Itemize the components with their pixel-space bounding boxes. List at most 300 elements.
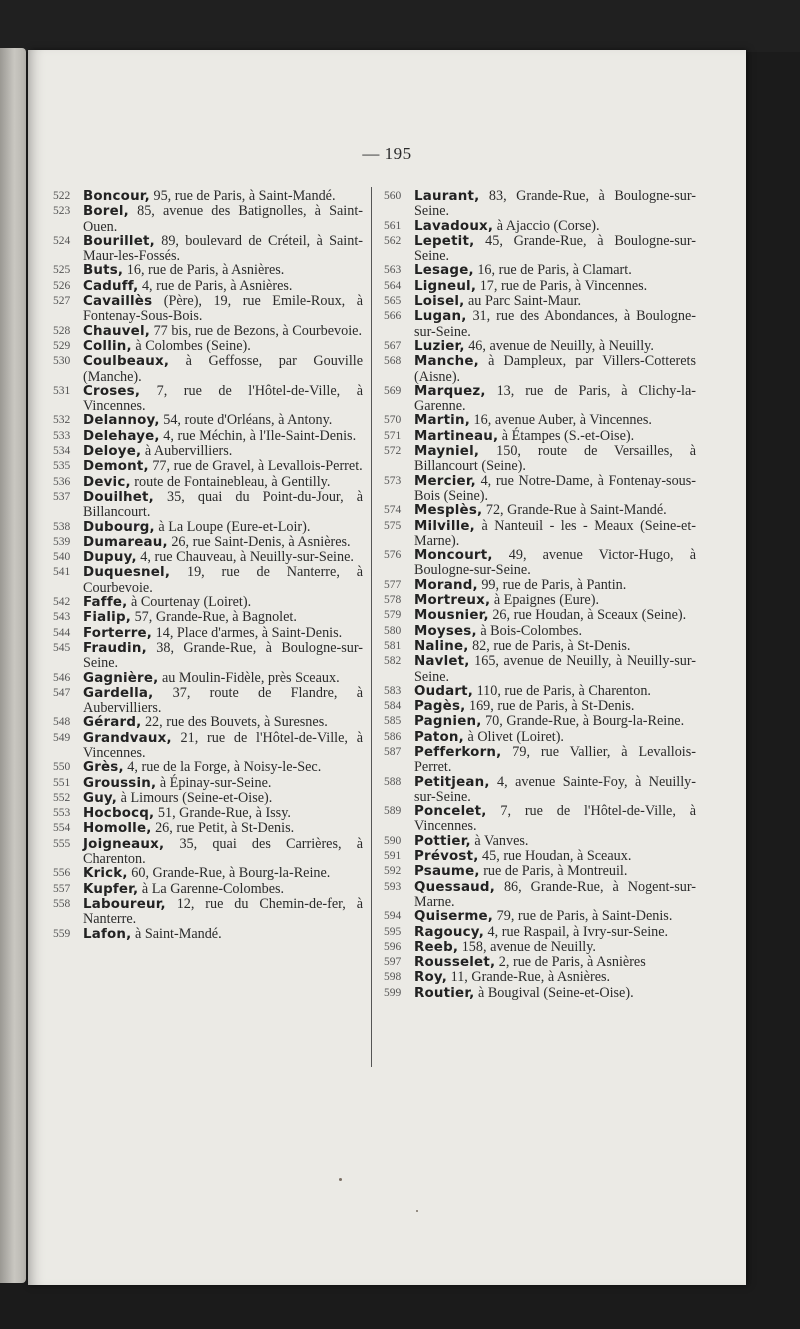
entry-name: Lesage, bbox=[414, 263, 474, 279]
directory-entry bbox=[53, 626, 363, 641]
entry-address: 79, rue de Paris, à Saint-Denis. bbox=[496, 908, 673, 925]
entry-address: à Étampes (S.-et-Oise). bbox=[501, 427, 635, 444]
entry-address: 2, rue de Paris, à Asnières bbox=[498, 954, 646, 971]
entry-address: 45, rue Houdan, à Sceaux. bbox=[482, 848, 632, 865]
entry-number: 529 bbox=[53, 339, 71, 352]
directory-entry bbox=[384, 804, 696, 834]
entry-number: 551 bbox=[53, 776, 71, 789]
directory-entry bbox=[53, 520, 363, 535]
entry-address: à La Loupe (Eure-et-Loir). bbox=[158, 518, 311, 535]
directory-entry bbox=[384, 593, 696, 608]
directory-entry bbox=[53, 444, 363, 459]
entry-address: 38, Grande-Rue, à Boulogne-sur-Seine. bbox=[83, 639, 363, 672]
directory-entry bbox=[384, 219, 696, 234]
entry-address: 95, rue de Paris, à Saint-Mandé. bbox=[153, 188, 336, 204]
entry-number: 544 bbox=[53, 626, 71, 639]
paper-speck bbox=[416, 1210, 418, 1212]
entry-number: 558 bbox=[53, 897, 71, 910]
entry-address: à Limours (Seine-et-Oise). bbox=[120, 789, 273, 806]
entry-number: 567 bbox=[384, 339, 402, 352]
directory-entry bbox=[53, 413, 363, 428]
directory-entry bbox=[53, 791, 363, 806]
directory-entry bbox=[53, 565, 363, 595]
entry-name: Homolle, bbox=[83, 821, 152, 837]
entry-name: Gagnière, bbox=[83, 670, 159, 686]
directory-entry bbox=[53, 595, 363, 610]
entry-name: Navlet, bbox=[414, 654, 470, 670]
entry-address: 82, rue de Paris, à St-Denis. bbox=[472, 637, 631, 654]
directory-entry bbox=[384, 730, 696, 745]
entry-address: à Epaignes (Eure). bbox=[493, 592, 600, 609]
entry-address: 165, avenue de Neuilly, à Neuilly-sur-Seine. bbox=[414, 653, 696, 685]
entry-name: Croses, bbox=[83, 383, 141, 399]
entry-name: Pagès, bbox=[414, 699, 466, 715]
entry-number: 552 bbox=[53, 791, 71, 804]
entry-number: 599 bbox=[384, 986, 402, 999]
entry-address: à Bois-Colombes. bbox=[480, 622, 582, 639]
directory-entry bbox=[53, 837, 363, 867]
entry-address: 169, rue de Paris, à St-Denis. bbox=[468, 698, 635, 715]
entry-number: 589 bbox=[384, 805, 402, 818]
directory-entry bbox=[53, 927, 363, 942]
entry-address: 150, route de Versailles, à Billancourt (Seine). bbox=[414, 443, 697, 475]
directory-entry bbox=[53, 429, 363, 444]
entry-number: 540 bbox=[53, 551, 71, 564]
entry-number: 554 bbox=[53, 822, 71, 835]
entry-number: 535 bbox=[53, 460, 71, 473]
entry-address: 158, avenue de Neuilly. bbox=[461, 938, 596, 955]
entry-address: à Courtenay (Loiret). bbox=[130, 594, 252, 611]
directory-entry bbox=[384, 503, 696, 518]
entry-name: Mousnier, bbox=[414, 608, 489, 624]
entry-number: 541 bbox=[53, 566, 71, 579]
entry-address: 4, rue Chauveau, à Neuilly-sur-Seine. bbox=[140, 549, 354, 566]
entry-address: 46, avenue de Neuilly, à Neuilly. bbox=[468, 337, 654, 354]
entry-name: Naline, bbox=[414, 638, 469, 654]
entry-name: Lepetit, bbox=[414, 233, 475, 249]
entry-name: Roy, bbox=[414, 970, 448, 986]
entry-address: 57, Grande-Rue, à Bagnolet. bbox=[134, 609, 297, 626]
entry-name: Martin, bbox=[414, 413, 470, 429]
entry-address: route de Fontainebleau, à Gentilly. bbox=[134, 473, 331, 490]
directory-entry bbox=[53, 641, 363, 671]
entry-name: Rousselet, bbox=[414, 955, 496, 971]
entry-number: 595 bbox=[384, 925, 402, 938]
directory-entry bbox=[384, 834, 696, 849]
right-column bbox=[384, 189, 696, 1001]
directory-entry bbox=[384, 309, 696, 339]
entry-name: Coulbeaux, bbox=[83, 354, 170, 370]
entry-address: 60, Grande-Rue, à Bourg-la-Reine. bbox=[131, 865, 331, 882]
entry-number: 533 bbox=[53, 429, 71, 442]
entry-address: 110, rue de Paris, à Charenton. bbox=[476, 682, 651, 699]
directory-entry bbox=[384, 413, 696, 428]
directory-entry bbox=[384, 294, 696, 309]
directory-entry bbox=[384, 849, 696, 864]
directory-entry bbox=[53, 686, 363, 716]
directory-entry bbox=[53, 610, 363, 625]
directory-entry bbox=[384, 624, 696, 639]
entry-name: Moncourt, bbox=[414, 548, 493, 564]
entry-name: Caduff, bbox=[83, 278, 139, 294]
entry-number: 593 bbox=[384, 880, 402, 893]
directory-entry bbox=[384, 986, 696, 1001]
entry-number: 586 bbox=[384, 730, 402, 743]
entry-name: Dubourg, bbox=[83, 519, 155, 535]
directory-entry bbox=[53, 821, 363, 836]
entry-number: 550 bbox=[53, 761, 71, 774]
directory-entry bbox=[384, 384, 696, 414]
directory-entry bbox=[53, 715, 363, 730]
entry-address: 35, quai du Point-du-Jour, à Billancourt. bbox=[83, 488, 364, 521]
directory-entry bbox=[384, 639, 696, 654]
entry-number: 576 bbox=[384, 549, 402, 562]
directory-entry bbox=[53, 263, 363, 278]
entry-number: 543 bbox=[53, 611, 71, 624]
directory-entry bbox=[384, 925, 696, 940]
entry-number: 575 bbox=[384, 519, 402, 532]
entry-number: 562 bbox=[384, 234, 402, 247]
entry-number: 583 bbox=[384, 684, 402, 697]
entry-number: 526 bbox=[53, 279, 71, 292]
entry-name: Luzier, bbox=[414, 338, 465, 354]
entry-name: Poncelet, bbox=[414, 804, 487, 820]
entry-address: à Saint-Mandé. bbox=[134, 925, 222, 942]
entry-name: Milville, bbox=[414, 518, 475, 534]
directory-entry bbox=[384, 608, 696, 623]
entry-address: 77, rue de Gravel, à Levallois-Perret. bbox=[152, 458, 363, 475]
entry-name: Routier, bbox=[414, 985, 475, 1001]
entry-address: à Aubervilliers. bbox=[144, 443, 233, 460]
directory-entry bbox=[53, 354, 363, 384]
directory-entry bbox=[384, 354, 696, 384]
entry-address: 7, rue de l'Hôtel-de-Ville, à Vincennes. bbox=[414, 803, 696, 835]
directory-entry bbox=[384, 429, 696, 444]
entry-name: Chauvel, bbox=[83, 323, 151, 339]
entry-number: 572 bbox=[384, 445, 402, 458]
entry-address: 4, rue de la Forge, à Noisy-le-Sec. bbox=[127, 759, 322, 776]
entry-address: 26, rue Houdan, à Sceaux (Seine). bbox=[492, 607, 687, 624]
entry-name: Psaume, bbox=[414, 864, 480, 880]
entry-name: Dupuy, bbox=[83, 550, 137, 566]
entry-number: 530 bbox=[53, 355, 71, 368]
entry-address: rue de Paris, à Montreuil. bbox=[483, 863, 628, 880]
entry-number: 564 bbox=[384, 279, 402, 292]
directory-entry bbox=[384, 263, 696, 278]
entry-address: 77 bis, rue de Bezons, à Courbevoie. bbox=[153, 322, 363, 339]
entry-name: Marquez, bbox=[414, 383, 486, 399]
directory-entry bbox=[384, 745, 696, 775]
entry-name: Kupfer, bbox=[83, 881, 139, 897]
directory-entry bbox=[384, 548, 696, 578]
entry-address: 22, rue des Bouvets, à Suresnes. bbox=[144, 714, 328, 731]
entry-number: 580 bbox=[384, 624, 402, 637]
entry-name: Cavaillès bbox=[83, 294, 153, 310]
entry-name: Lavadoux, bbox=[414, 218, 494, 234]
entry-address: 49, avenue Victor-Hugo, à Boulogne-sur-Seine. bbox=[414, 547, 697, 579]
entry-name: Paton, bbox=[414, 729, 464, 745]
entry-name: Krick, bbox=[83, 866, 128, 882]
directory-entry bbox=[53, 204, 363, 234]
directory-entry bbox=[384, 684, 696, 699]
entry-number: 582 bbox=[384, 655, 402, 668]
entry-name: Groussin, bbox=[83, 775, 157, 791]
entry-number: 559 bbox=[53, 927, 71, 940]
entry-number: 597 bbox=[384, 956, 402, 969]
directory-entry bbox=[53, 866, 363, 881]
directory-entry bbox=[384, 864, 696, 879]
entry-number: 528 bbox=[53, 324, 71, 337]
entry-number: 560 bbox=[384, 190, 402, 202]
entry-name: Quessaud, bbox=[414, 879, 495, 895]
entry-address: 72, Grande-Rue à Saint-Mandé. bbox=[485, 502, 667, 519]
entry-number: 545 bbox=[53, 641, 71, 654]
entry-number: 549 bbox=[53, 731, 71, 744]
entry-name: Dumareau, bbox=[83, 534, 168, 550]
directory-entry bbox=[53, 490, 363, 520]
entry-address: 4, rue de Paris, à Asnières. bbox=[141, 277, 293, 294]
entry-address: 83, Grande-Rue, à Boulogne-sur-Seine. bbox=[414, 188, 696, 220]
directory-entry bbox=[384, 578, 696, 593]
entry-number: 563 bbox=[384, 264, 402, 277]
entry-number: 568 bbox=[384, 355, 402, 368]
paper-speck bbox=[339, 1178, 342, 1181]
entry-address: 13, rue de Paris, à Clichy-la-Garenne. bbox=[414, 382, 697, 415]
directory-entry bbox=[53, 731, 363, 761]
entry-address: 4, rue Raspail, à Ivry-sur-Seine. bbox=[487, 923, 669, 940]
entry-name: Hocbocq, bbox=[83, 806, 155, 822]
entry-number: 539 bbox=[53, 535, 71, 548]
entry-number: 557 bbox=[53, 882, 71, 895]
entry-name: Martineau, bbox=[414, 428, 499, 444]
entry-number: 590 bbox=[384, 834, 402, 847]
entry-number: 527 bbox=[53, 295, 71, 308]
entry-address: 54, route d'Orléans, à Antony. bbox=[163, 412, 333, 429]
entry-number: 581 bbox=[384, 639, 402, 652]
directory-entry bbox=[384, 880, 696, 910]
entry-name: Duquesnel, bbox=[83, 565, 171, 581]
entry-number: 596 bbox=[384, 940, 402, 953]
entry-number: 555 bbox=[53, 837, 71, 850]
directory-entry bbox=[53, 475, 363, 490]
directory-entry bbox=[384, 699, 696, 714]
entry-name: Pefferkorn, bbox=[414, 744, 502, 760]
entry-name: Gardella, bbox=[83, 685, 154, 701]
directory-entry bbox=[53, 776, 363, 791]
entry-number: 538 bbox=[53, 520, 71, 533]
directory-entry bbox=[53, 459, 363, 474]
entry-name: Reeb, bbox=[414, 939, 459, 955]
entry-name: Mortreux, bbox=[414, 593, 491, 609]
entry-address: 4, avenue Sainte-Foy, à Neuilly-sur-Seine. bbox=[414, 773, 697, 805]
entry-address: 16, rue de Paris, à Clamart. bbox=[477, 262, 632, 279]
entry-address: 99, rue de Paris, à Pantin. bbox=[481, 576, 627, 593]
entry-number: 548 bbox=[53, 716, 71, 729]
directory-entry bbox=[53, 760, 363, 775]
entry-number: 534 bbox=[53, 445, 71, 458]
entry-name: Lafon, bbox=[83, 926, 132, 942]
entry-address: 70, Grande-Rue, à Bourg-la-Reine. bbox=[485, 713, 685, 730]
entry-address: à Olivet (Loiret). bbox=[467, 728, 564, 745]
entry-address: à Colombes (Seine). bbox=[135, 337, 251, 354]
directory-entry bbox=[53, 384, 363, 414]
directory-entry bbox=[53, 882, 363, 897]
entry-number: 573 bbox=[384, 474, 402, 487]
entry-name: Grès, bbox=[83, 760, 124, 776]
entry-address: au Parc Saint-Maur. bbox=[468, 293, 582, 310]
entry-name: Ragoucy, bbox=[414, 924, 484, 940]
directory-entry bbox=[384, 654, 696, 684]
entry-name: Manche, bbox=[414, 354, 479, 370]
entry-number: 565 bbox=[384, 295, 402, 308]
entry-number: 546 bbox=[53, 671, 71, 684]
entry-address: 89, boulevard de Créteil, à Saint-Maur-les-Fossés. bbox=[83, 232, 364, 265]
directory-entry bbox=[53, 806, 363, 821]
entry-name: Boncour, bbox=[83, 189, 150, 204]
entry-number: 536 bbox=[53, 475, 71, 488]
entry-address: 45, Grande-Rue, à Boulogne-sur-Seine. bbox=[414, 232, 696, 265]
directory-entry bbox=[384, 714, 696, 729]
directory-entry bbox=[53, 279, 363, 294]
directory-entry bbox=[384, 474, 696, 504]
entry-number: 531 bbox=[53, 384, 71, 397]
directory-entry bbox=[384, 970, 696, 985]
book-page bbox=[28, 50, 746, 1285]
directory-entry bbox=[384, 189, 696, 219]
directory-entry bbox=[384, 279, 696, 294]
entry-address: 35, quai des Carrières, à Charenton. bbox=[83, 835, 363, 868]
entry-number: 547 bbox=[53, 686, 71, 699]
entry-address: au Moulin-Fidèle, près Sceaux. bbox=[161, 669, 340, 686]
entry-address: 16, avenue Auber, à Vincennes. bbox=[473, 412, 652, 429]
entry-address: 37, route de Flandre, à Aubervilliers. bbox=[83, 684, 363, 717]
entry-name: Mesplès, bbox=[414, 503, 483, 519]
entry-number: 542 bbox=[53, 596, 71, 609]
directory-entry bbox=[53, 671, 363, 686]
directory-entry bbox=[53, 550, 363, 565]
previous-page-edge bbox=[0, 48, 26, 1283]
entry-number: 569 bbox=[384, 384, 402, 397]
entry-address: à Geffosse, par Gouville (Manche). bbox=[83, 353, 364, 385]
entry-name: Laurant, bbox=[414, 189, 480, 204]
directory-entry bbox=[53, 324, 363, 339]
entry-name: Ligneul, bbox=[414, 278, 477, 294]
directory-entry bbox=[53, 897, 363, 927]
entry-name: Quiserme, bbox=[414, 909, 494, 925]
entry-address: 12, rue du Chemin-de-fer, à Nanterre. bbox=[83, 895, 364, 928]
entry-name: Laboureur, bbox=[83, 896, 166, 912]
entry-number: 566 bbox=[384, 310, 402, 323]
entry-number: 588 bbox=[384, 775, 402, 788]
directory-entry bbox=[53, 234, 363, 264]
entry-name: Pottier, bbox=[414, 833, 471, 849]
entry-number: 525 bbox=[53, 264, 71, 277]
entry-address: à Nanteuil - les - Meaux (Seine-et-Marne). bbox=[414, 517, 696, 549]
directory-entry bbox=[384, 519, 696, 549]
entry-number: 598 bbox=[384, 971, 402, 984]
directory-entry bbox=[384, 955, 696, 970]
entry-address: à Épinay-sur-Seine. bbox=[159, 774, 272, 791]
directory-entry bbox=[53, 535, 363, 550]
left-column bbox=[53, 189, 363, 942]
entry-name: Faffe, bbox=[83, 595, 128, 611]
entry-number: 577 bbox=[384, 578, 402, 591]
entry-name: Bourillet, bbox=[83, 233, 155, 249]
entry-address: 51, Grande-Rue, à Issy. bbox=[157, 805, 291, 822]
entry-number: 532 bbox=[53, 414, 71, 427]
entry-number: 591 bbox=[384, 850, 402, 863]
entry-number: 594 bbox=[384, 910, 402, 923]
entry-address: 7, rue de l'Hôtel-de-Ville, à Vincennes. bbox=[83, 382, 363, 415]
directory-entry bbox=[53, 339, 363, 354]
entry-name: Forterre, bbox=[83, 625, 153, 641]
entry-address: 79, rue Vallier, à Levallois-Perret. bbox=[414, 743, 696, 776]
entry-number: 574 bbox=[384, 504, 402, 517]
entry-number: 571 bbox=[384, 429, 402, 442]
entry-address: 19, rue de Nanterre, à Courbevoie. bbox=[83, 564, 363, 596]
scan-background bbox=[0, 0, 800, 52]
entry-number: 522 bbox=[53, 190, 71, 202]
entry-address: 21, rue de l'Hôtel-de-Ville, à Vincennes. bbox=[83, 729, 363, 761]
entry-address: 4, rue Méchin, à l'Ile-Saint-Denis. bbox=[163, 427, 357, 444]
entry-name: Loisel, bbox=[414, 294, 465, 310]
entry-number: 585 bbox=[384, 715, 402, 728]
entry-number: 579 bbox=[384, 609, 402, 622]
entry-address: 26, rue Petit, à St-Denis. bbox=[155, 820, 295, 837]
entry-address: 86, Grande-Rue, à Nogent-sur-Marne. bbox=[414, 878, 697, 910]
entry-name: Deloye, bbox=[83, 444, 142, 460]
entry-name: Pagnien, bbox=[414, 714, 482, 730]
entry-address: 17, rue de Paris, à Vincennes. bbox=[479, 277, 648, 294]
directory-entry bbox=[53, 294, 363, 324]
entry-number: 587 bbox=[384, 745, 402, 758]
entry-address: (Père), 19, rue Emile-Roux, à Fontenay-Sous-Bois. bbox=[83, 293, 364, 325]
entry-address: à Ajaccio (Corse). bbox=[496, 217, 600, 234]
entry-name: Mercier, bbox=[414, 473, 476, 489]
entry-name: Delehaye, bbox=[83, 428, 160, 444]
directory-entry bbox=[384, 775, 696, 805]
entry-name: Joigneaux, bbox=[83, 836, 165, 852]
entry-name: Mayniel, bbox=[414, 444, 480, 460]
directory-entry bbox=[384, 940, 696, 955]
page-number: — 195 bbox=[362, 144, 412, 163]
entry-name: Fraudin, bbox=[83, 640, 147, 656]
entry-name: Lugan, bbox=[414, 309, 467, 325]
entry-address: 14, Place d'armes, à Saint-Denis. bbox=[155, 624, 343, 641]
entry-number: 523 bbox=[53, 205, 71, 218]
entry-number: 584 bbox=[384, 700, 402, 713]
entry-number: 592 bbox=[384, 865, 402, 878]
entry-name: Buts, bbox=[83, 263, 124, 279]
entry-name: Collin, bbox=[83, 338, 132, 354]
entry-name: Oudart, bbox=[414, 683, 474, 699]
entry-name: Douilhet, bbox=[83, 489, 154, 505]
directory-entry bbox=[384, 444, 696, 474]
entry-name: Borel, bbox=[83, 204, 129, 220]
entry-name: Moyses, bbox=[414, 623, 477, 639]
entry-address: 11, Grande-Rue, à Asnières. bbox=[450, 969, 611, 986]
directory-entry bbox=[384, 909, 696, 924]
entry-name: Fialip, bbox=[83, 610, 132, 626]
column-divider bbox=[371, 187, 372, 1067]
entry-name: Grandvaux, bbox=[83, 730, 172, 746]
entry-address: à Bougival (Seine-et-Oise). bbox=[478, 984, 634, 1001]
entry-name: Petitjean, bbox=[414, 774, 490, 790]
entry-number: 561 bbox=[384, 219, 402, 232]
entry-number: 524 bbox=[53, 234, 71, 247]
directory-entry bbox=[384, 339, 696, 354]
entry-name: Demont, bbox=[83, 459, 149, 475]
